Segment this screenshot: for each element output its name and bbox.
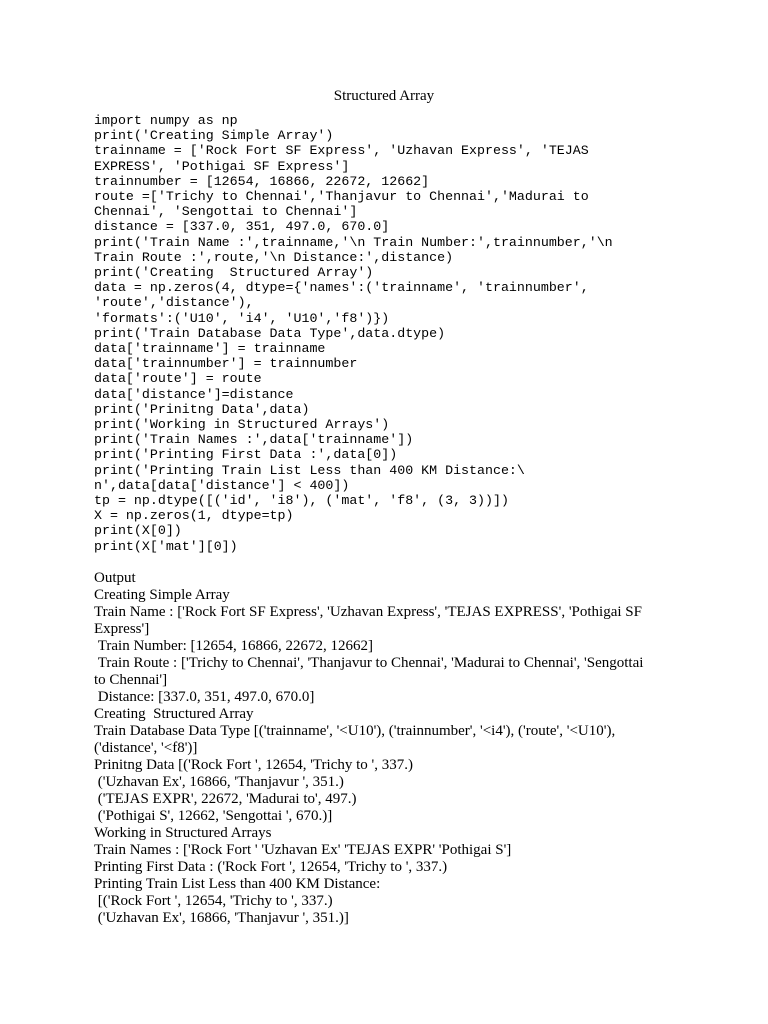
output-line: Train Database Data Type [('trainname', '<U10'), ('trainnumber', '<i4'), ('route', '<U10'), — [94, 723, 616, 739]
output-line: [('Rock Fort ', 12654, 'Trichy to ', 337.) — [94, 893, 333, 909]
code-line: Chennai', 'Sengottai to Chennai'] — [94, 204, 358, 220]
code-line: tp = np.dtype([('id', 'i8'), ('mat', 'f8', (3, 3))]) — [94, 493, 509, 509]
code-line: Train Route :',route,'\n Distance:',distance) — [94, 249, 454, 265]
code-line: print('Train Name :',trainname,'\n Train Number:',trainnumber,'\n — [94, 234, 613, 250]
document-title: Structured Array — [333, 88, 435, 104]
code-line: X = np.zeros(1, dtype=tp) — [94, 508, 294, 524]
code-line: print('Train Names :',data['trainname']) — [94, 432, 414, 448]
output-line: ('TEJAS EXPR', 22672, 'Madurai to', 497.) — [94, 791, 357, 807]
code-line: import numpy as np — [94, 113, 238, 128]
code-line: print('Prinitng Data',data) — [94, 401, 310, 417]
code-line: data['route'] = route — [94, 371, 262, 387]
code-line: print('Working in Structured Arrays') — [94, 417, 390, 433]
output-line: Distance: [337.0, 351, 497.0, 670.0] — [94, 689, 315, 705]
code-line: data['trainname'] = trainname — [94, 341, 326, 357]
code-line: 'formats':('U10', 'i4', 'U10','f8')}) — [94, 310, 390, 326]
code-line: print('Train Database Data Type',data.dtype) — [94, 325, 446, 341]
output-line: Creating Structured Array — [94, 706, 254, 722]
output-line: Printing First Data : ('Rock Fort ', 12654, 'Trichy to ', 337.) — [94, 859, 448, 875]
code-line: print(X['mat'][0]) — [94, 538, 238, 554]
output-line: Prinitng Data [('Rock Fort ', 12654, 'Trichy to ', 337.) — [94, 757, 413, 773]
output-line: ('Uzhavan Ex', 16866, 'Thanjavur ', 351.)] — [94, 910, 349, 926]
output-line: Creating Simple Array — [94, 587, 230, 603]
output-line: Working in Structured Arrays — [94, 825, 272, 841]
code-line: trainname = ['Rock Fort SF Express', 'Uzhavan Express', 'TEJAS — [94, 143, 589, 159]
output-line: Printing Train List Less than 400 KM Distance: — [94, 876, 381, 892]
output-heading: Output — [94, 570, 136, 586]
code-line: EXPRESS', 'Pothigai SF Express'] — [94, 158, 350, 174]
code-line: print('Printing First Data :',data[0]) — [94, 447, 398, 463]
code-line: data['trainnumber'] = trainnumber — [94, 356, 358, 372]
output-line: Train Number: [12654, 16866, 22672, 12662] — [94, 638, 374, 654]
output-line: Train Names : ['Rock Fort ' 'Uzhavan Ex' 'TEJAS EXPR' 'Pothigai S'] — [94, 842, 512, 858]
output-line: Train Name : ['Rock Fort SF Express', 'Uzhavan Express', 'TEJAS EXPRESS', 'Pothigai SF — [94, 604, 642, 620]
code-line: data['distance']=distance — [94, 386, 294, 402]
output-line: ('Uzhavan Ex', 16866, 'Thanjavur ', 351.) — [94, 774, 344, 790]
output-line: ('distance', '<f8')] — [94, 740, 198, 756]
code-line: print('Creating Structured Array') — [94, 265, 374, 281]
output-block — [94, 570, 674, 927]
code-line: distance = [337.0, 351, 497.0, 670.0] — [94, 219, 390, 235]
output-line: ('Pothigai S', 12662, 'Sengottai ', 670.)] — [94, 808, 333, 824]
output-line: Express'] — [94, 621, 150, 637]
code-line: print(X[0]) — [94, 523, 182, 539]
code-line: print('Creating Simple Array') — [94, 128, 334, 144]
code-line: route =['Trichy to Chennai','Thanjavur to Chennai','Madurai to — [94, 189, 589, 205]
code-line: n',data[data['distance'] < 400]) — [94, 477, 350, 493]
output-line: to Chennai'] — [94, 672, 168, 688]
code-line: trainnumber = [12654, 16866, 22672, 12662] — [94, 173, 430, 189]
code-line: data = np.zeros(4, dtype={'names':('trainname', 'trainnumber', — [94, 280, 589, 296]
output-line: Train Route : ['Trichy to Chennai', 'Thanjavur to Chennai', 'Madurai to Chennai', 'Sengottai — [94, 655, 644, 671]
code-line: print('Printing Train List Less than 400 KM Distance:\ — [94, 462, 525, 478]
code-block — [94, 113, 613, 554]
code-line: 'route','distance'), — [94, 295, 254, 311]
